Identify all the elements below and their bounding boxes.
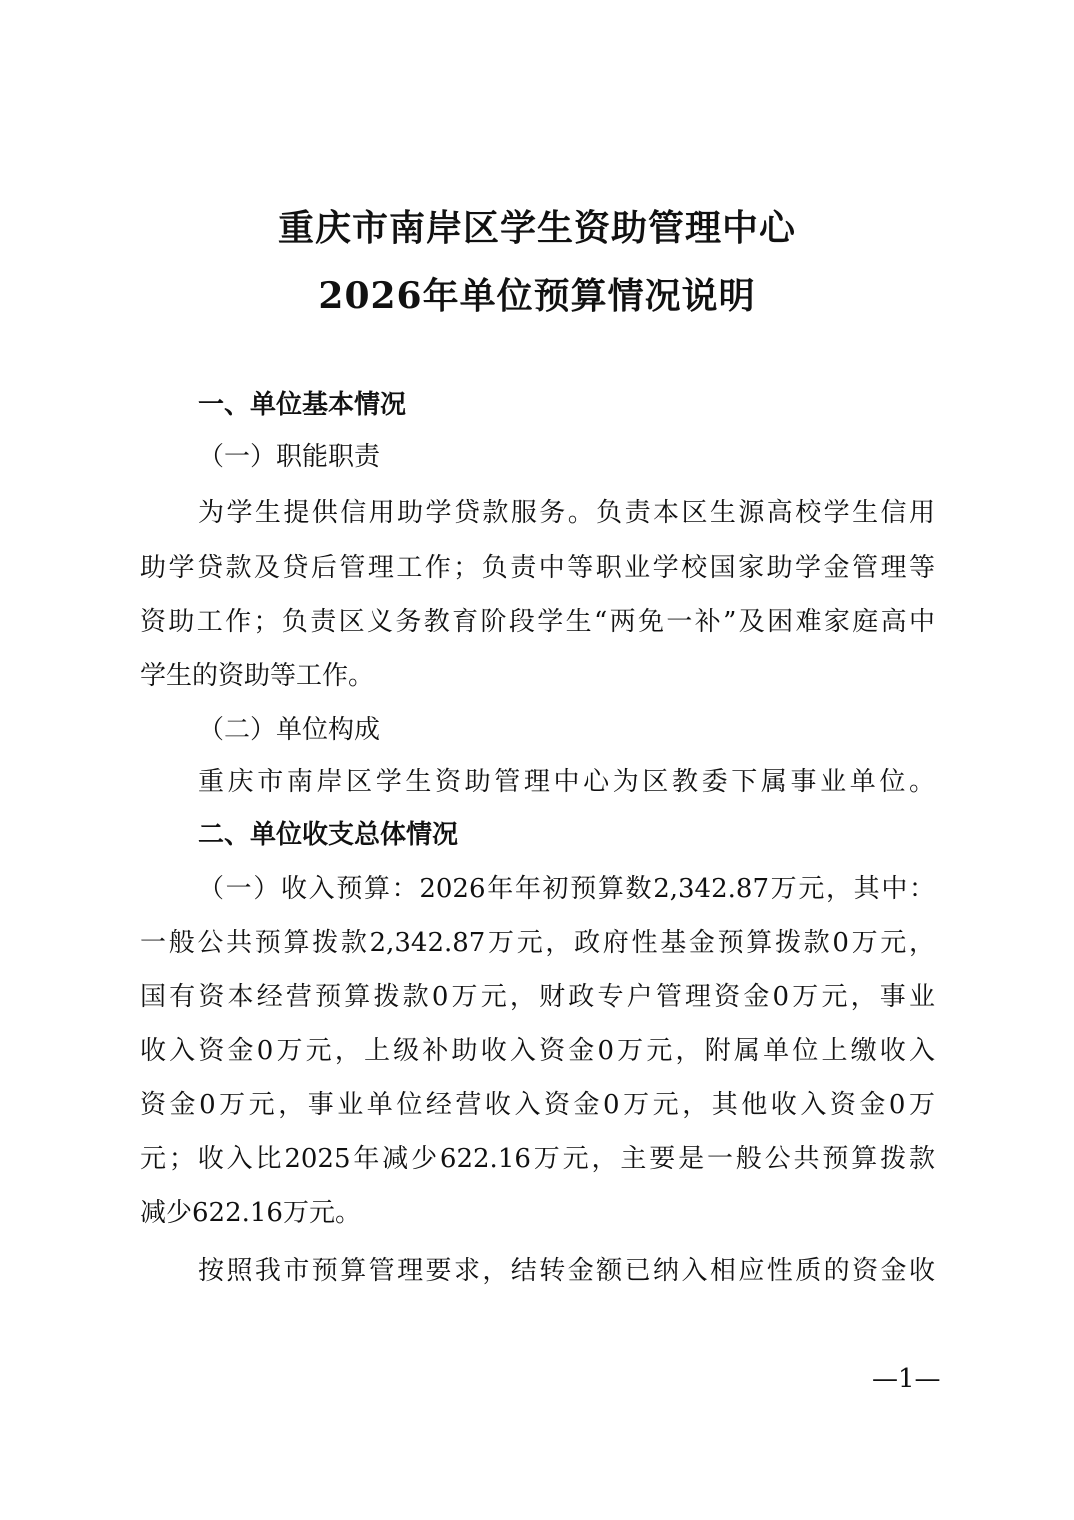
subsection-heading-composition: （二）单位构成 — [198, 715, 381, 745]
paragraph-line: （一）收入预算：2026年年初预算数2,342.87万元，其中： — [198, 874, 935, 904]
paragraph-line: 资助工作；负责区义务教育阶段学生“两免一补”及困难家庭高中 — [140, 607, 935, 637]
paragraph-line: 为学生提供信用助学贷款服务。负责本区生源高校学生信用 — [198, 498, 935, 528]
subsection-heading-duties: （一）职能职责 — [198, 442, 381, 472]
paragraph-line: 一般公共预算拨款2,342.87万元，政府性基金预算拨款0万元， — [140, 928, 935, 958]
paragraph-line: 减少622.16万元。 — [140, 1198, 361, 1228]
paragraph-line: 重庆市南岸区学生资助管理中心为区教委下属事业单位。 — [198, 767, 935, 797]
paragraph-line: 资金0万元，事业单位经营收入资金0万元，其他收入资金0万 — [140, 1090, 935, 1120]
section-heading-overall: 二、单位收支总体情况 — [198, 820, 459, 850]
document-title-line1: 重庆市南岸区学生资助管理中心 — [277, 207, 796, 249]
document-title-line2: 2026年单位预算情况说明 — [318, 275, 756, 317]
paragraph-line: 按照我市预算管理要求，结转金额已纳入相应性质的资金收 — [198, 1256, 935, 1286]
paragraph-line: 学生的资助等工作。 — [140, 661, 375, 691]
paragraph-line: 助学贷款及贷后管理工作；负责中等职业学校国家助学金管理等 — [140, 553, 935, 583]
paragraph-line: 收入资金0万元，上级补助收入资金0万元，附属单位上缴收入 — [140, 1036, 935, 1066]
section-heading-basic-info: 一、单位基本情况 — [198, 390, 407, 420]
paragraph-line: 国有资本经营预算拨款0万元，财政专户管理资金0万元，事业 — [140, 982, 935, 1012]
paragraph-line: 元；收入比2025年减少622.16万元，主要是一般公共预算拨款 — [140, 1144, 935, 1174]
page-number: —1— — [872, 1364, 941, 1394]
